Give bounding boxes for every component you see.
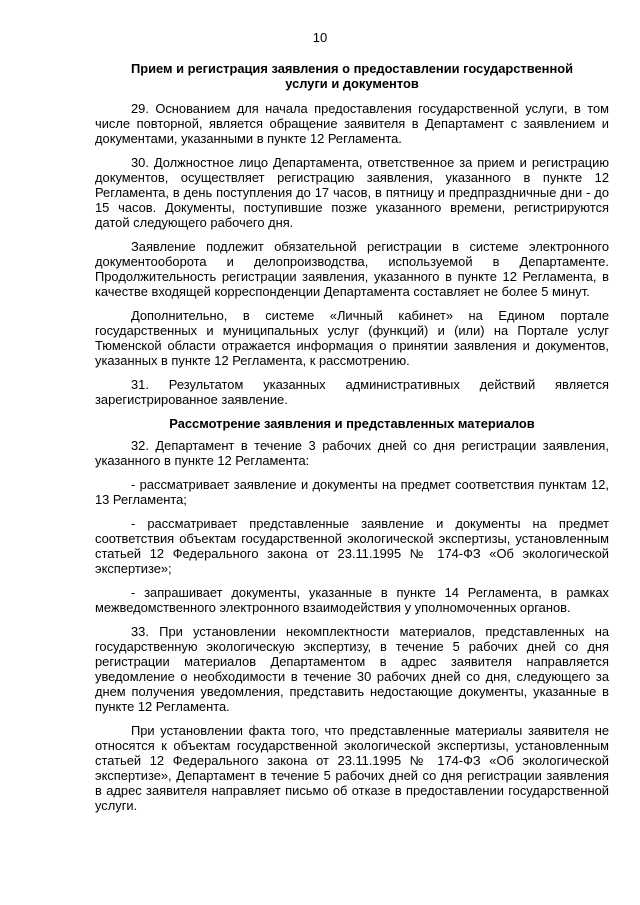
section-heading-review: Рассмотрение заявления и представленных материалов	[169, 416, 535, 431]
paragraph-registration: Заявление подлежит обязательной регистрации в системе электронного документооборота и делопроизводства, используемой в Департаменте. Продолжительность регистрации заявления, указанного в пункте 12 Регламента, в качестве входящей корреспонденции Департамента составляет не более 5 минут.	[95, 239, 609, 299]
list-item-review-points: - рассматривает заявление и документы на предмет соответствия пунктам 12, 13 Регламента;	[95, 477, 609, 507]
paragraph-29: 29. Основанием для начала предоставления государственной услуги, в том числе повторной, является обращение заявителя в Департамент с заявлением и документами, указанными в пункте 12 Регламента.	[95, 101, 609, 146]
section-heading-line: услуги и документов	[285, 76, 419, 91]
paragraph-30: 30. Должностное лицо Департамента, ответственное за прием и регистрацию документов, осуществляет регистрацию заявления, указанного в пункте 12 Регламента, в день поступления до 17 часов, в пятницу и предпраздничные дни - до 15 часов. Документы, поступившие позже указанного времени, регистрируются датой следующего рабочего дня.	[95, 155, 609, 230]
list-item-request-documents: - запрашивает документы, указанные в пункте 14 Регламента, в рамках межведомственного электронного взаимодействия у уполномоченных органов.	[95, 585, 609, 615]
page-number: 10	[312, 30, 328, 45]
document-body	[95, 61, 609, 822]
paragraph-32: 32. Департамент в течение 3 рабочих дней со дня регистрации заявления, указанного в пункте 12 Регламента:	[95, 438, 609, 468]
list-item-review-objects: - рассматривает представленные заявление и документы на предмет соответствия объектам государственной экологической экспертизы, установленным статьей 12 Федерального закона от 23.11.1995 № 174-ФЗ «Об экологической экспертизе»;	[95, 516, 609, 576]
paragraph-personal-cabinet: Дополнительно, в системе «Личный кабинет» на Едином портале государственных и муниципальных услуг (функций) и (или) на Портале услуг Тюменской области отражается информация о принятии заявления и документов, указанных в пункте 12 Регламента, к рассмотрению.	[95, 308, 609, 368]
section-heading-line: Прием и регистрация заявления о предоставлении государственной	[130, 61, 574, 76]
paragraph-refusal: При установлении факта того, что представленные материалы заявителя не относятся к объектам государственной экологической экспертизы, установленным статьей 12 Федерального закона от 23.11.1995 № 174-ФЗ «Об экологической экспертизе», Департамент в течение 5 рабочих дней со дня регистрации заявления в адрес заявителя направляет письмо об отказе в предоставлении государственной услуги.	[95, 723, 609, 813]
paragraph-33: 33. При установлении некомплектности материалов, представленных на государственную экологическую экспертизу, в течение 5 рабочих дней со дня регистрации материалов Департаментом в адрес заявителя направляется уведомление о необходимости в течение 30 рабочих дней со дня, следующего за днем получения уведомления, представить недостающие документы, указанные в пункте 12 Регламента.	[95, 624, 609, 714]
section-heading-reception	[95, 61, 609, 91]
paragraph-31: 31. Результатом указанных административных действий является зарегистрированное заявление.	[95, 377, 609, 407]
